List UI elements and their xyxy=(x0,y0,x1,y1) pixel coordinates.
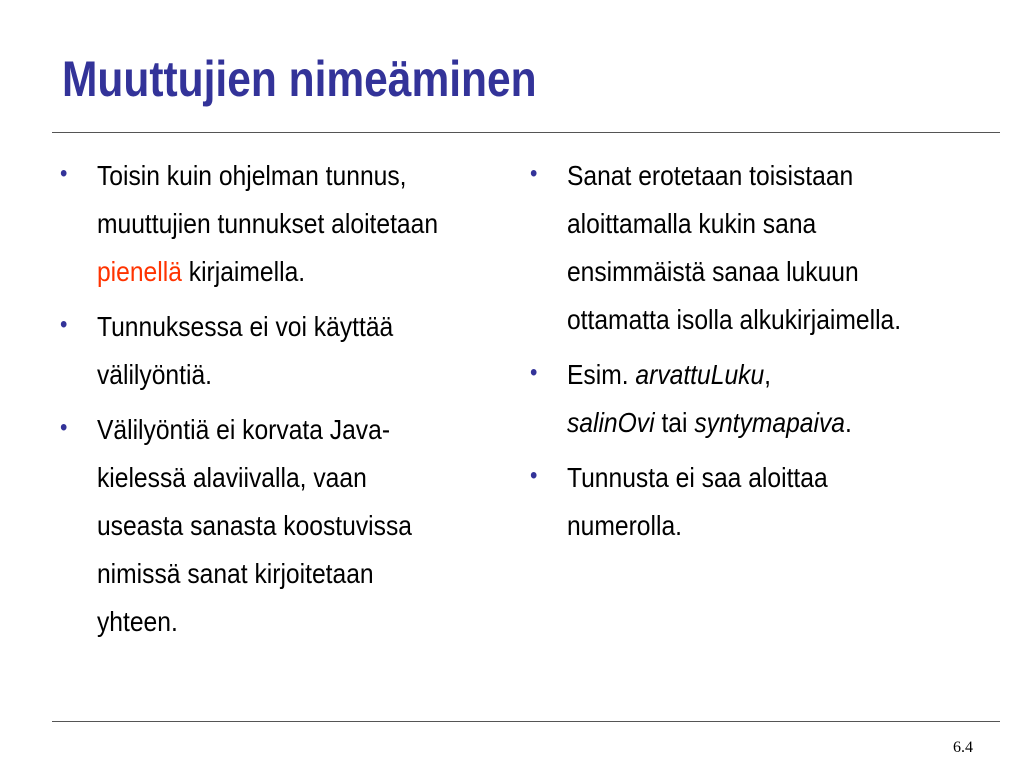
right-bullet-2-suffix: . xyxy=(844,407,852,438)
right-bullet-3-text: Tunnusta ei saa aloittaa numerolla. xyxy=(566,462,828,541)
right-bullet-item-2 xyxy=(530,351,917,447)
right-bullet-2-prefix: Esim. xyxy=(566,359,636,390)
bullet-icon: • xyxy=(530,359,538,386)
bullet-icon: • xyxy=(60,311,68,338)
left-bullet-1-highlight: pienellä xyxy=(96,256,182,287)
example-identifier-1: arvattuLuku xyxy=(635,359,765,390)
left-bullet-item-3 xyxy=(60,406,447,646)
title-divider xyxy=(52,132,1000,133)
left-bullet-2-text: Tunnuksessa ei voi käyttää välilyöntiä. xyxy=(96,311,394,390)
footer-divider xyxy=(52,721,1000,722)
bullet-icon: • xyxy=(60,414,68,441)
right-bullet-item-1 xyxy=(530,152,917,344)
example-identifier-3: syntymapaiva xyxy=(694,407,845,438)
right-bullet-2-sep-1: , xyxy=(764,359,772,390)
right-column-bullet-list xyxy=(530,152,970,557)
bullet-icon: • xyxy=(60,160,68,187)
left-column-bullet-list xyxy=(60,152,500,653)
right-bullet-1-text: Sanat erotetaan toisistaan aloittamalla kukin sana ensimmäistä sanaa lukuun ottamatta isolla alkukirjaimella. xyxy=(566,160,902,335)
bullet-icon: • xyxy=(530,462,538,489)
left-bullet-3-text: Välilyöntiä ei korvata Java-kielessä alaviivalla, vaan useasta sanasta koostuvissa nimissä sanat kirjoitetaan yhteen. xyxy=(96,414,412,637)
left-bullet-1-text-after: kirjaimella. xyxy=(181,256,306,287)
left-bullet-1-text-before: Toisin kuin ohjelman tunnus, muuttujien tunnukset aloitetaan xyxy=(96,160,439,239)
bullet-icon: • xyxy=(530,160,538,187)
page-number: 6.4 xyxy=(953,739,973,756)
example-identifier-2: salinOvi xyxy=(566,407,655,438)
slide-title: Muuttujien nimeäminen xyxy=(62,51,537,107)
right-bullet-2-sep-2: tai xyxy=(654,407,695,438)
left-bullet-item-2 xyxy=(60,303,447,399)
right-bullet-item-3 xyxy=(530,454,917,550)
left-bullet-item-1 xyxy=(60,152,447,296)
